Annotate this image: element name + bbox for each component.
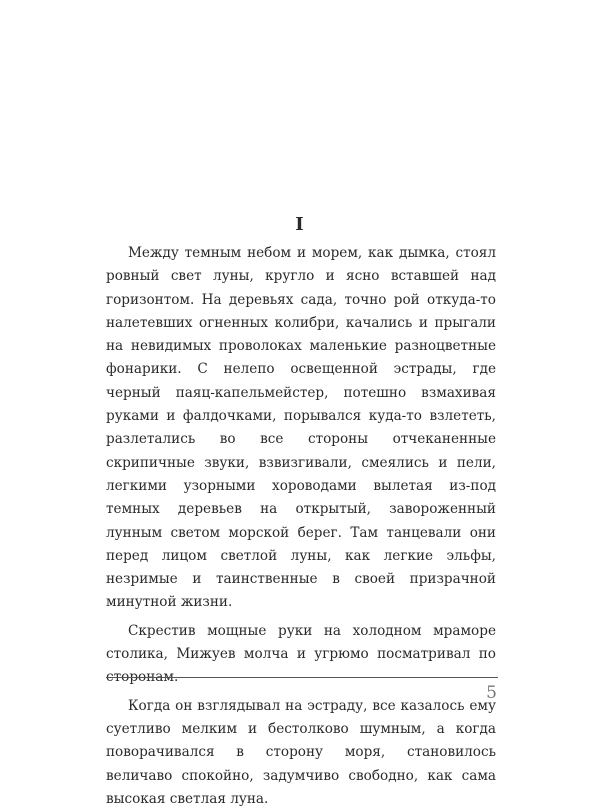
chapter-body (106, 242, 496, 811)
chapter-heading: I (295, 214, 305, 235)
paragraph-3: Когда он взглядывал на эстраду, все казалось ему суетливо мелким и бестолково шумным, а когда поворачивался в сторону моря, становилось величаво спокойно, задумчиво свободно, как сама высокая светлая луна. (106, 697, 496, 807)
paragraph-1: Между темным небом и морем, как дымка, стоял ровный свет луны, кругло и ясно вставшей над горизонтом. На деревьях сада, точно рой откуда-то налетевших огненных колибри, качались и прыгали на невидимых проволоках маленькие разноцветные фонарики. С нелепо освещенной эстрады, где черный паяц-капельмейстер, потешно взмахивая руками и фалдочками, порывался куда-то взлететь, разлетались во все стороны отчеканенные скрипичные звуки, взвизгивали, смеялись и пели, легкими узорными хороводами вылетая из-под темных деревьев на открытый, завороженный лунным светом морской берег. Там танцевали они перед лицом светлой луны, как легкие эльфы, незримые и таинственные в своей призрачной минутной жизни. (106, 245, 496, 611)
page-number: 5 (486, 683, 497, 703)
paragraph-2: Скрестив мощные руки на холодном мраморе столика, Мижуев молча и угрюмо посматривал по сторонам. (106, 622, 496, 686)
footer-rule (106, 677, 498, 678)
